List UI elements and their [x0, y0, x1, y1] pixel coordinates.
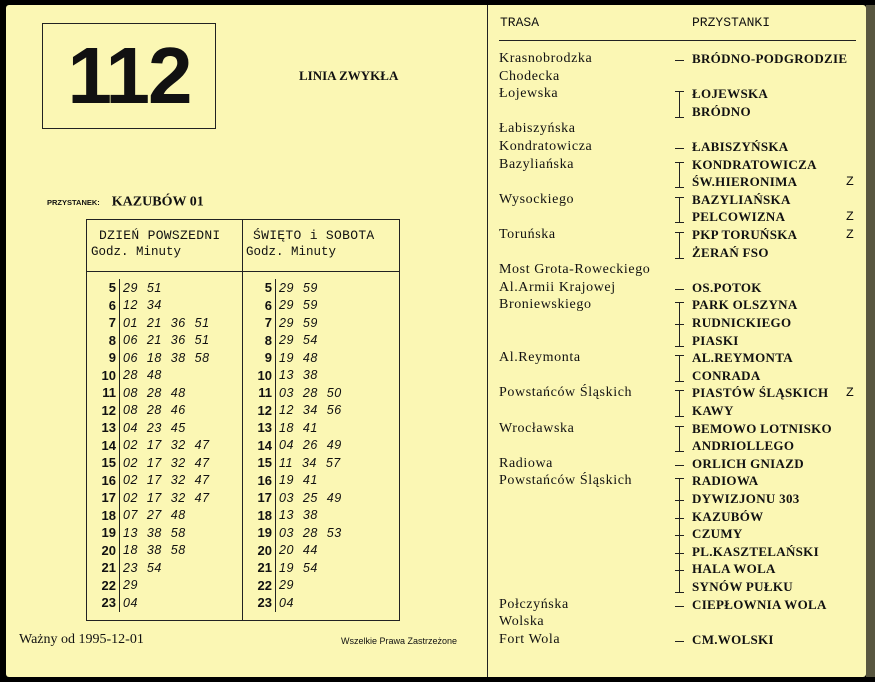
hour: 22 — [101, 577, 116, 593]
weekday-row — [87, 577, 242, 595]
hour: 13 — [101, 420, 116, 436]
route-row — [499, 51, 859, 69]
route-row — [499, 174, 859, 192]
holiday-row — [243, 594, 399, 612]
route-stop: ŁOJEWSKA — [692, 86, 769, 102]
route-connector — [675, 456, 685, 474]
minutes: 04 — [275, 594, 399, 612]
minutes: 04 26 49 — [275, 437, 399, 455]
minutes: 02 17 32 47 — [119, 489, 242, 507]
weekday-row — [87, 524, 242, 542]
stops-column-header: PRZYSTANKI — [692, 15, 771, 30]
route-connector — [675, 315, 685, 333]
holiday-header — [243, 220, 399, 272]
hour: 22 — [257, 577, 272, 593]
holiday-row — [243, 559, 399, 577]
minutes: 20 44 — [275, 542, 399, 560]
page-divider — [487, 5, 488, 677]
route-street: Al.Reymonta — [499, 350, 581, 366]
route-row — [499, 526, 859, 544]
minutes: 13 38 58 — [119, 524, 242, 542]
route-street: Bazyliańska — [499, 156, 575, 172]
minutes: 12 34 — [119, 297, 242, 315]
hour: 5 — [264, 280, 272, 296]
hour: 10 — [257, 367, 272, 383]
holiday-row — [243, 472, 399, 490]
stop-header — [47, 193, 204, 211]
weekday-title: DZIEŃ POWSZEDNI — [99, 228, 221, 243]
hour: 17 — [101, 490, 116, 506]
route-street: Fort Wola — [499, 631, 561, 647]
minutes: 06 18 38 58 — [119, 349, 242, 367]
page-edge — [866, 5, 875, 677]
route-street: Połczyńska — [499, 596, 569, 612]
route-connector — [675, 544, 685, 562]
hour: 17 — [257, 490, 272, 506]
route-column-header: TRASA — [500, 15, 540, 30]
weekday-row — [87, 297, 242, 315]
route-stop: RUDNICKIEGO — [692, 315, 792, 330]
route-stop: CIEPŁOWNIA WOLA — [692, 596, 827, 612]
on-request-mark: Z — [846, 385, 854, 401]
route-row — [499, 333, 859, 351]
route-connector — [675, 526, 685, 544]
holiday-timetable — [243, 219, 400, 621]
route-connector — [675, 385, 685, 403]
route-connector — [675, 632, 685, 650]
hour: 23 — [257, 595, 272, 611]
route-row — [499, 69, 859, 87]
route-stop: RADIOWA — [692, 473, 759, 489]
weekday-rows — [87, 272, 242, 612]
route-connector — [675, 561, 685, 579]
route-connector — [675, 280, 685, 298]
minutes: 29 — [119, 577, 242, 595]
minutes: 01 21 36 51 — [119, 314, 242, 332]
route-connector — [675, 209, 685, 227]
route-connector — [675, 104, 685, 122]
route-street: Wysockiego — [499, 191, 575, 207]
hour: 8 — [108, 332, 116, 348]
minutes: 03 28 50 — [275, 384, 399, 402]
route-stop: CONRADA — [692, 367, 761, 383]
route-connector — [675, 403, 685, 421]
route-street: Most Grota-Roweckiego — [499, 262, 651, 278]
hour: 21 — [101, 560, 116, 576]
route-row — [499, 509, 859, 527]
route-row — [499, 350, 859, 368]
holiday-title: ŚWIĘTO i SOBOTA — [253, 228, 375, 243]
minutes: 08 28 46 — [119, 402, 242, 420]
hour: 10 — [101, 367, 116, 383]
hour: 14 — [257, 437, 272, 453]
minutes: 28 48 — [119, 367, 242, 385]
route-row — [499, 403, 859, 421]
holiday-row — [243, 454, 399, 472]
hour: 9 — [264, 350, 272, 366]
route-row — [499, 561, 859, 579]
hour: 23 — [101, 595, 116, 611]
route-stop: ŁABISZYŃSKA — [692, 139, 789, 154]
route-stop: BEMOWO LOTNISKO — [692, 420, 832, 436]
route-connector — [675, 86, 685, 104]
route-row — [499, 438, 859, 456]
hour: 11 — [258, 385, 272, 401]
route-connector — [675, 157, 685, 175]
hour: 19 — [101, 525, 116, 541]
route-street: Łabiszyńska — [499, 121, 576, 137]
minutes: 13 38 — [275, 507, 399, 525]
route-street: Powstańców Śląskich — [499, 473, 633, 489]
route-street: Wrocławska — [499, 420, 575, 436]
holiday-subtitle: Godz. Minuty — [246, 245, 337, 259]
route-connector — [675, 509, 685, 527]
valid-from: Ważny od 1995-12-01 — [19, 632, 144, 647]
minutes: 02 17 32 47 — [119, 472, 242, 490]
minutes: 13 38 — [275, 367, 399, 385]
line-number-box — [42, 23, 216, 129]
hour: 18 — [101, 507, 116, 523]
route-row — [499, 104, 859, 122]
weekday-header — [87, 220, 242, 272]
hour: 12 — [101, 402, 116, 418]
route-street: Chodecka — [499, 68, 560, 84]
route-row — [499, 227, 859, 245]
hour: 7 — [264, 315, 272, 331]
route-row — [499, 245, 859, 263]
minutes: 29 59 — [275, 314, 399, 332]
route-stop: BRÓDNO-PODGRODZIE — [692, 51, 848, 66]
route-connector — [675, 174, 685, 192]
route-connector — [675, 333, 685, 351]
stop-name: KAZUBÓW 01 — [111, 194, 204, 210]
weekday-row — [87, 594, 242, 612]
stop-label: PRZYSTANEK: — [47, 197, 100, 207]
route-connector — [675, 350, 685, 368]
minutes: 19 41 — [275, 472, 399, 490]
holiday-row — [243, 367, 399, 385]
route-street: Wolska — [499, 614, 545, 630]
route-stop: KAWY — [692, 403, 734, 418]
route-row — [499, 315, 859, 333]
route-row — [499, 544, 859, 562]
route-row — [499, 385, 859, 403]
route-row — [499, 139, 859, 157]
weekday-timetable — [86, 219, 243, 621]
weekday-row — [87, 472, 242, 490]
route-connector — [675, 597, 685, 615]
hour: 13 — [257, 420, 272, 436]
weekday-row — [87, 542, 242, 560]
route-street: Al.Armii Krajowej — [499, 279, 616, 295]
minutes: 18 38 58 — [119, 542, 242, 560]
hour: 21 — [257, 560, 272, 576]
minutes: 03 28 53 — [275, 524, 399, 542]
minutes: 06 21 36 51 — [119, 332, 242, 350]
route-stop: ORLICH GNIAZD — [692, 455, 804, 471]
hour: 6 — [108, 297, 116, 313]
hour: 8 — [264, 332, 272, 348]
route-connector — [675, 227, 685, 245]
minutes: 02 17 32 47 — [119, 454, 242, 472]
route-row — [499, 280, 859, 298]
route-connector — [675, 491, 685, 509]
route-row — [499, 209, 859, 227]
route-stop: PKP TORUŃSKA — [692, 227, 798, 242]
minutes: 23 54 — [119, 559, 242, 577]
holiday-row — [243, 489, 399, 507]
route-stop: ŚW.HIERONIMA — [692, 174, 798, 190]
weekday-subtitle: Godz. Minuty — [91, 245, 182, 259]
hour: 20 — [101, 542, 116, 558]
holiday-row — [243, 524, 399, 542]
route-connector — [675, 139, 685, 157]
route-row — [499, 421, 859, 439]
route-row — [499, 597, 859, 615]
minutes: 04 — [119, 594, 242, 612]
route-connector — [675, 245, 685, 263]
route-stop: PARK OLSZYNA — [692, 297, 798, 313]
minutes: 02 17 32 47 — [119, 437, 242, 455]
route-stop: PIASKI — [692, 332, 739, 348]
hour: 16 — [257, 472, 272, 488]
hour: 15 — [101, 455, 116, 471]
holiday-row — [243, 297, 399, 315]
route-stop: BRÓDNO — [692, 103, 751, 119]
weekday-row — [87, 559, 242, 577]
on-request-mark: Z — [846, 227, 854, 242]
route-row — [499, 368, 859, 386]
rights-notice: Wszelkie Prawa Zastrzeżone — [341, 636, 458, 646]
route-stop: HALA WOLA — [692, 561, 776, 577]
route-row — [499, 192, 859, 210]
minutes: 29 54 — [275, 332, 399, 350]
hour: 18 — [257, 507, 272, 523]
route-connector — [675, 368, 685, 386]
hour: 20 — [257, 542, 272, 558]
minutes: 29 59 — [275, 279, 399, 297]
route-stop: CZUMY — [692, 526, 743, 542]
weekday-row — [87, 314, 242, 332]
route-stop: SYNÓW PUŁKU — [692, 579, 793, 594]
holiday-row — [243, 419, 399, 437]
weekday-row — [87, 279, 242, 297]
holiday-row — [243, 507, 399, 525]
line-number: 112 — [67, 31, 191, 120]
route-row — [499, 297, 859, 315]
hour: 15 — [257, 455, 272, 471]
weekday-row — [87, 367, 242, 385]
holiday-row — [243, 384, 399, 402]
weekday-row — [87, 507, 242, 525]
route-stop: PL.KASZTELAŃSKI — [692, 543, 819, 559]
weekday-row — [87, 384, 242, 402]
route-stop: AL.REYMONTA — [692, 350, 793, 366]
route-row — [499, 632, 859, 650]
line-type: LINIA ZWYKŁA — [299, 68, 399, 83]
weekday-row — [87, 332, 242, 350]
route-connector — [675, 579, 685, 597]
route-street: Powstańców Śląskich — [499, 385, 633, 401]
route-stop: DYWIZJONU 303 — [692, 491, 800, 506]
weekday-row — [87, 437, 242, 455]
weekday-row — [87, 402, 242, 420]
on-request-mark: Z — [846, 209, 854, 225]
minutes: 04 23 45 — [119, 419, 242, 437]
minutes: 07 27 48 — [119, 507, 242, 525]
holiday-rows — [243, 272, 399, 612]
route-row — [499, 456, 859, 474]
hour: 9 — [108, 350, 116, 366]
minutes: 18 41 — [275, 419, 399, 437]
route-connector — [675, 421, 685, 439]
route-row — [499, 262, 859, 280]
route-row — [499, 579, 859, 597]
hour: 11 — [102, 385, 116, 401]
minutes: 19 48 — [275, 349, 399, 367]
holiday-row — [243, 437, 399, 455]
minutes: 12 34 56 — [275, 402, 399, 420]
route-street: Radiowa — [499, 455, 553, 471]
route-street: Kondratowicza — [499, 139, 593, 154]
route-stop: PELCOWIZNA — [692, 209, 786, 225]
route-stop: ANDRIOLLEGO — [692, 438, 795, 454]
minutes: 11 34 57 — [275, 454, 399, 472]
route-stop: KAZUBÓW — [692, 508, 764, 524]
hour: 5 — [108, 280, 116, 296]
route-connector — [675, 51, 685, 69]
route-stop: CM.WOLSKI — [692, 631, 774, 647]
route-street: Krasnobrodzka — [499, 51, 593, 66]
weekday-row — [87, 489, 242, 507]
hour: 16 — [101, 472, 116, 488]
holiday-row — [243, 314, 399, 332]
route-stop: OS.POTOK — [692, 279, 762, 295]
route-connector — [675, 438, 685, 456]
holiday-row — [243, 577, 399, 595]
route-street: Toruńska — [499, 227, 556, 242]
minutes: 03 25 49 — [275, 489, 399, 507]
hour: 6 — [264, 297, 272, 313]
route-street: Broniewskiego — [499, 297, 592, 313]
route-stop: PIASTÓW ŚLĄSKICH — [692, 385, 829, 401]
minutes: 19 54 — [275, 559, 399, 577]
holiday-row — [243, 279, 399, 297]
route-row — [499, 491, 859, 509]
holiday-row — [243, 332, 399, 350]
route-stop: KONDRATOWICZA — [692, 156, 817, 172]
route-connector — [675, 473, 685, 491]
holiday-row — [243, 349, 399, 367]
minutes: 29 51 — [119, 279, 242, 297]
minutes: 29 59 — [275, 297, 399, 315]
route-stop: BAZYLIAŃSKA — [692, 191, 791, 207]
weekday-row — [87, 454, 242, 472]
hour: 12 — [257, 402, 272, 418]
route-row — [499, 614, 859, 632]
hour: 14 — [101, 437, 116, 453]
route-row — [499, 121, 859, 139]
hour: 7 — [108, 315, 116, 331]
holiday-row — [243, 402, 399, 420]
route-row — [499, 86, 859, 104]
route-row — [499, 473, 859, 491]
holiday-row — [243, 542, 399, 560]
on-request-mark: Z — [846, 174, 854, 190]
route-stop: ŻERAŃ FSO — [692, 244, 769, 260]
weekday-row — [87, 419, 242, 437]
route-street: Łojewska — [499, 86, 559, 102]
minutes: 08 28 48 — [119, 384, 242, 402]
route-row — [499, 157, 859, 175]
route-connector — [675, 192, 685, 210]
minutes: 29 — [275, 577, 399, 595]
route-connector — [675, 297, 685, 315]
hour: 19 — [257, 525, 272, 541]
weekday-row — [87, 349, 242, 367]
header-rule — [499, 40, 856, 41]
